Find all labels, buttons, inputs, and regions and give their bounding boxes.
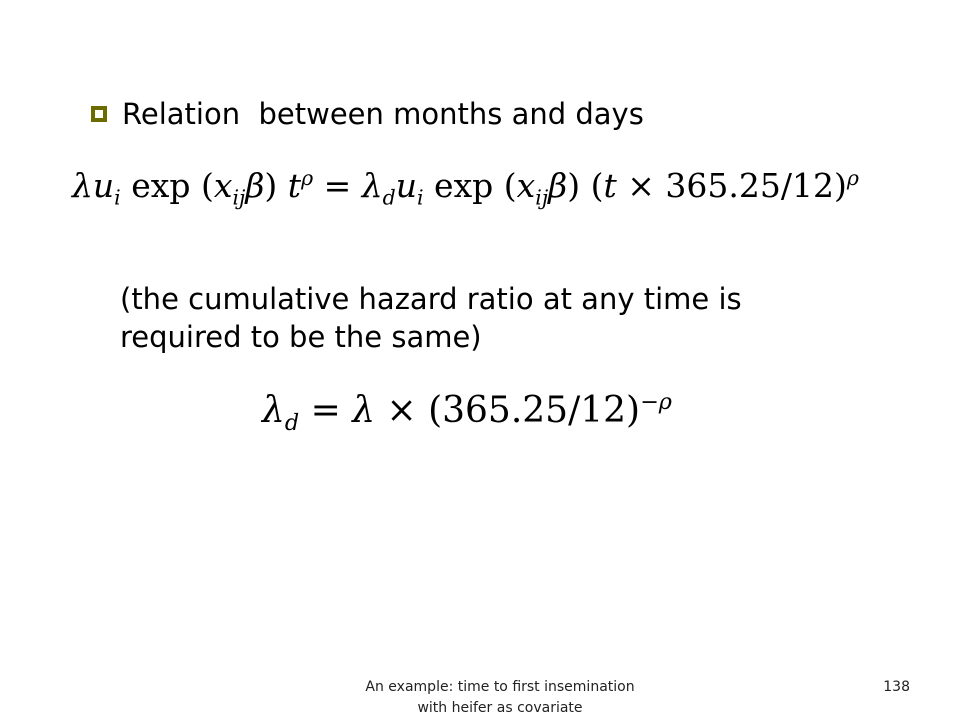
note-line-1: (the cumulative hazard ratio at any time is <box>120 282 742 316</box>
equation-months-days: $\lambda u_i$ $\exp (x_{ij}\beta) t^\rho = \lambda_du_i$ $\exp (x_{ij}\beta) (t \times 365.25/12)^\rho$ <box>72 166 859 210</box>
explanatory-note <box>120 280 880 356</box>
bullet-text: Relation between months and days <box>122 97 644 131</box>
footer-title-line-2: with heifer as covariate <box>417 700 583 716</box>
square-bullet-icon <box>90 105 108 123</box>
bullet-item <box>90 94 644 134</box>
footer-title <box>330 677 670 719</box>
note-line-2: required to be the same) <box>120 320 482 354</box>
page-number: 138 <box>883 679 910 695</box>
equation-lambda-d: $\lambda_d = \lambda \times (365.25/12)^{-\rho}$ <box>262 389 672 437</box>
footer-title-line-1: An example: time to first insemination <box>365 679 635 695</box>
